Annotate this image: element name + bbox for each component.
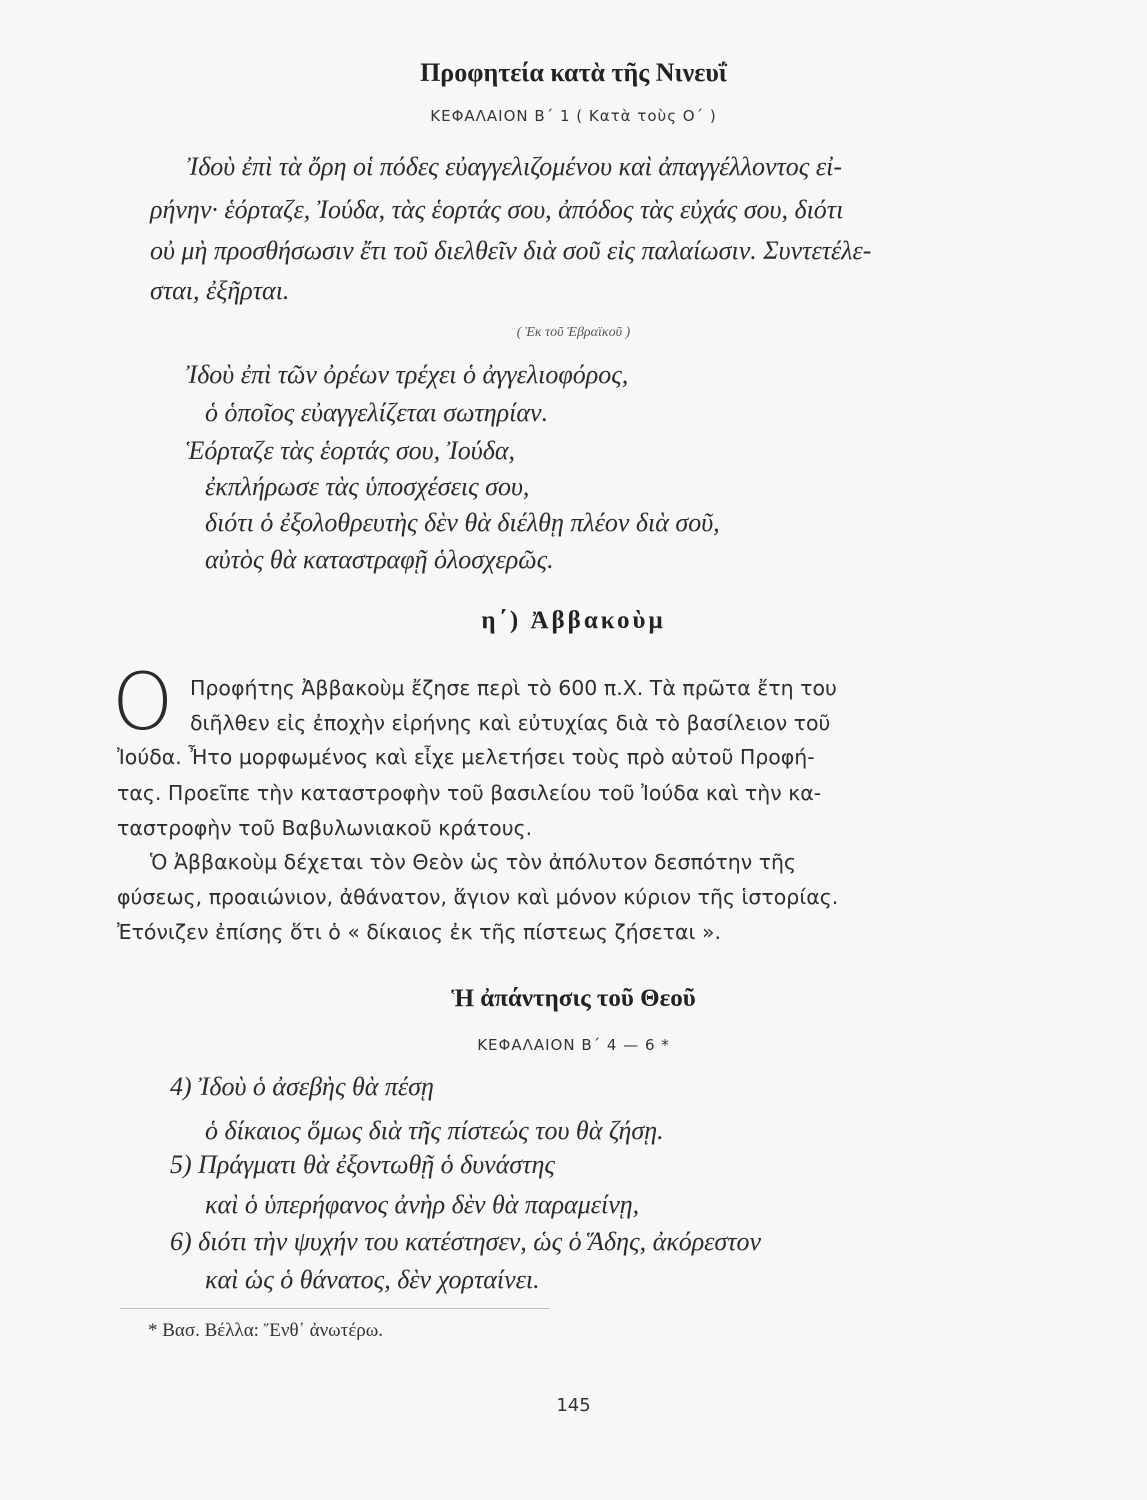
paragraph-line: φύσεως, προαιώνιον, ἀθάνατον, ἅγιον καὶ μόνον κύριον τῆς ἱστορίας. xyxy=(117,885,839,909)
verse-line: ὁ δίκαιος ὅμως διὰ τῆς πίστεώς του θὰ ζήσῃ. xyxy=(205,1116,664,1145)
verse-line: 5) Πράγματι θὰ ἐξοντωθῇ ὁ δυνάστης xyxy=(170,1150,555,1179)
hebrew-verse-line: ὁ ὁποῖος εὐαγγελίζεται σωτηρίαν. xyxy=(205,398,549,427)
paragraph-line: Ἐτόνιζεν ἐπίσης ὅτι ὁ « δίκαιος ἐκ τῆς πίστεως ζήσεται ». xyxy=(117,920,722,944)
hebrew-verse-line: ἐκπλήρωσε τὰς ὑποσχέσεις σου, xyxy=(205,472,530,501)
paragraph-line: διῆλθεν εἰς ἐποχὴν εἰρήνης καὶ εὐτυχίας διὰ τὸ βασίλειον τοῦ xyxy=(190,711,831,735)
septuagint-line: σται, ἐξῆρται. xyxy=(150,276,290,305)
paragraph-line: ταστροφὴν τοῦ Βαβυλωνιακοῦ κράτους. xyxy=(117,816,533,840)
hebrew-source-label: ( Ἐκ τοῦ Ἑβραϊκοῦ ) xyxy=(516,325,631,340)
section-title-gods-answer: Ἡ ἀπάντησις τοῦ Θεοῦ xyxy=(451,985,696,1012)
paragraph-line: Προφήτης Ἀββακοὺμ ἔζησε περὶ τὸ 600 π.Χ. Τὰ πρῶτα ἔτη του xyxy=(190,676,837,700)
hebrew-verse-line: διότι ὁ ἐξολοθρευτὴς δὲν θὰ διέλθῃ πλέον διὰ σοῦ, xyxy=(205,508,720,537)
hebrew-verse-line: Ἰδοὺ ἐπὶ τῶν ὀρέων τρέχει ὁ ἀγγελιοφόρος, xyxy=(186,360,629,389)
chapter-reference: ΚΕΦΑΛΑΙΟΝ Β΄ 1 ( Κατὰ τοὺς Ο΄ ) xyxy=(430,107,717,125)
footnote: * Βασ. Βέλλα: Ἔνθ᾽ ἀνωτέρω. xyxy=(148,1320,384,1341)
paragraph-line: Ἰούδα. Ἦτο μορφωμένος καὶ εἶχε μελετήσει τοὺς πρὸ αὐτοῦ Προφή- xyxy=(117,745,815,769)
hebrew-verse-line: αὐτὸς θὰ καταστραφῇ ὁλοσχερῶς. xyxy=(205,545,554,574)
chapter-reference: ΚΕΦΑΛΑΙΟΝ Β΄ 4 — 6 * xyxy=(477,1036,670,1054)
verse-line: 4) Ἰδοὺ ὁ ἀσεβὴς θὰ πέσῃ xyxy=(170,1072,434,1101)
hebrew-verse-line: Ἑόρταζε τὰς ἑορτάς σου, Ἰούδα, xyxy=(186,436,515,465)
verse-line: καὶ ὡς ὁ θάνατος, δὲν χορταίνει. xyxy=(205,1265,540,1294)
septuagint-line: οὐ μὴ προσθήσωσιν ἔτι τοῦ διελθεῖν διὰ σοῦ εἰς παλαίωσιν. Συντετέλε- xyxy=(150,236,872,265)
footnote-rule xyxy=(120,1308,550,1309)
section-heading-habakkuk: η΄) Ἀββακοὺμ xyxy=(481,607,666,634)
drop-cap: Ο xyxy=(112,658,174,748)
septuagint-line: Ἰδοὺ ἐπὶ τὰ ὄρη οἱ πόδες εὐαγγελιζομένου καὶ ἀπαγγέλλοντος εἰ- xyxy=(187,152,842,181)
verse-line: 6) διότι τὴν ψυχήν του κατέστησεν, ὡς ὁ Ἅδης, ἀκόρεστον xyxy=(170,1227,762,1256)
page-number: 145 xyxy=(556,1395,591,1416)
paragraph-line: Ὁ Ἀββακοὺμ δέχεται τὸν Θεὸν ὡς τὸν ἀπόλυτον δεσπότην τῆς xyxy=(150,850,797,874)
section-title-nineveh: Προφητεία κατὰ τῆς Νινευΐ xyxy=(420,58,727,87)
septuagint-line: ρήνην· ἑόρταζε, Ἰούδα, τὰς ἑορτάς σου, ἀπόδος τὰς εὐχάς σου, διότι xyxy=(150,195,844,224)
verse-line: καὶ ὁ ὑπερήφανος ἀνὴρ δὲν θὰ παραμείνῃ, xyxy=(205,1190,640,1219)
paragraph-line: τας. Προεῖπε τὴν καταστροφὴν τοῦ βασιλείου τοῦ Ἰούδα καὶ τὴν κα- xyxy=(117,781,822,805)
